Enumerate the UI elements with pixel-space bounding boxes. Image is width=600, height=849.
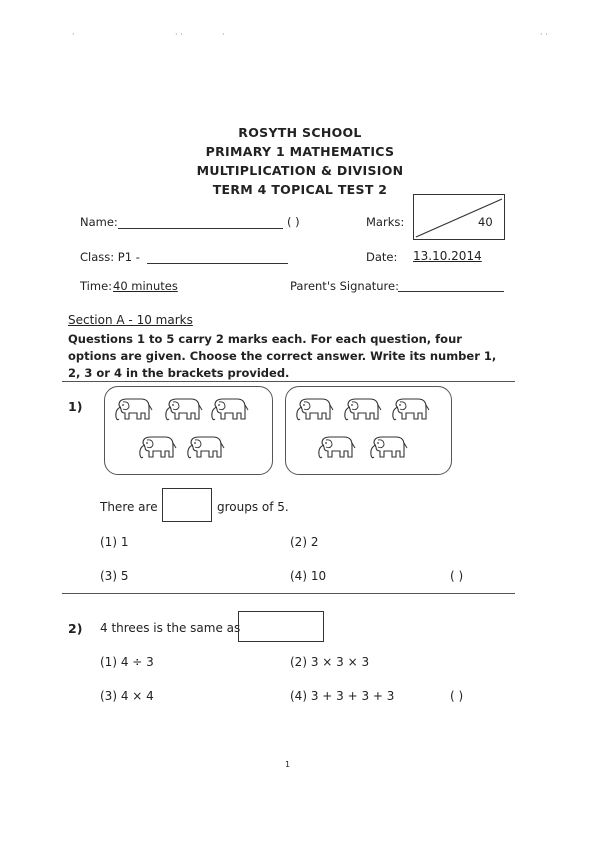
- school-name: ROSYTH SCHOOL: [238, 125, 362, 140]
- class-field[interactable]: [147, 263, 288, 264]
- marks-total: 40: [478, 215, 493, 229]
- question-1-option-3[interactable]: (3) 5: [100, 569, 129, 583]
- class-label: Class: P1 -: [80, 250, 140, 264]
- scan-speck: ·: [72, 30, 75, 39]
- subject-title: PRIMARY 1 MATHEMATICS: [205, 144, 395, 159]
- question-1-stem-end: groups of 5.: [217, 500, 289, 514]
- signature-field[interactable]: [398, 291, 504, 292]
- test-title: TERM 4 TOPICAL TEST 2: [212, 182, 388, 197]
- index-paren: ( ): [287, 215, 300, 229]
- name-label: Name:: [80, 215, 118, 229]
- date-value: 13.10.2014: [413, 249, 482, 263]
- question-1-option-1[interactable]: (1) 1: [100, 535, 129, 549]
- question-2-bracket[interactable]: ( ): [450, 689, 464, 703]
- signature-label: Parent's Signature:: [290, 279, 399, 293]
- scan-speck: · ·: [540, 30, 548, 39]
- topic-title: MULTIPLICATION & DIVISION: [196, 163, 404, 178]
- question-1-number: 1): [68, 399, 83, 414]
- section-instruction: Questions 1 to 5 carry 2 marks each. For each question, four options are given. Choose the correct answer. Write its number 1, 2, 3 or 4 in the brackets provided.: [68, 332, 497, 380]
- elephant-group-left: [104, 386, 273, 475]
- question-1-stem-start: There are: [100, 500, 158, 514]
- divider: [62, 593, 515, 594]
- time-value: 40 minutes: [113, 279, 178, 293]
- question-2-number: 2): [68, 621, 83, 636]
- divider: [62, 381, 515, 382]
- question-1-answer-box[interactable]: [162, 488, 212, 522]
- question-2-option-4[interactable]: (4) 3 + 3 + 3 + 3: [290, 689, 395, 703]
- question-2-option-2[interactable]: (2) 3 × 3 × 3: [290, 655, 370, 669]
- question-1-option-2[interactable]: (2) 2: [290, 535, 319, 549]
- question-2-stem: 4 threes is the same as: [100, 621, 241, 635]
- scan-speck: ·: [222, 30, 225, 39]
- elephant-group-right: [285, 386, 452, 475]
- name-field[interactable]: [118, 228, 283, 229]
- question-2-answer-box[interactable]: [238, 611, 324, 642]
- question-2-option-1[interactable]: (1) 4 ÷ 3: [100, 655, 154, 669]
- time-label: Time:: [80, 279, 113, 293]
- marks-label: Marks:: [366, 215, 405, 229]
- date-label: Date:: [366, 250, 398, 264]
- elephant-icon: [286, 387, 451, 474]
- question-1-option-4[interactable]: (4) 10: [290, 569, 327, 583]
- question-1-bracket[interactable]: ( ): [450, 569, 464, 583]
- marks-box: [413, 194, 505, 240]
- elephant-icon: [105, 387, 272, 474]
- scan-speck: · ·: [175, 30, 183, 39]
- question-2-option-3[interactable]: (3) 4 × 4: [100, 689, 154, 703]
- section-heading: Section A - 10 marks: [68, 313, 193, 327]
- page-number: 1: [285, 760, 291, 769]
